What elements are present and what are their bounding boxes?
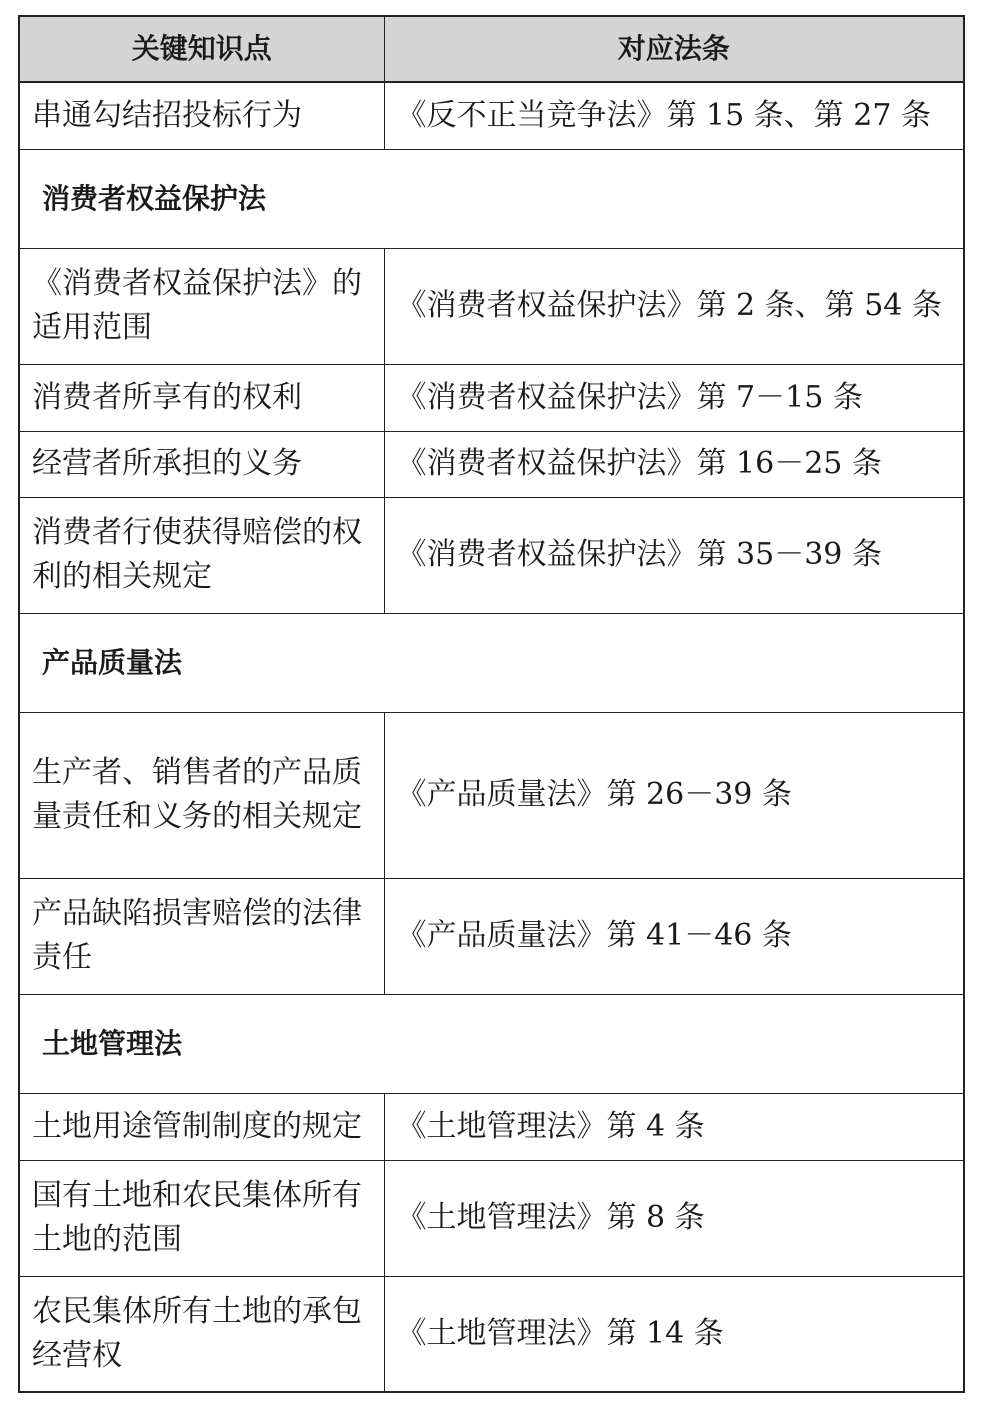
table-row [19, 1276, 964, 1392]
article-cell: 《土地管理法》第 14 条 [384, 1276, 964, 1392]
section-title: 产品质量法 [19, 613, 964, 712]
table-row [19, 1093, 964, 1160]
key-point-cell: 《消费者权益保护法》的适用范围 [19, 248, 384, 364]
section-title: 消费者权益保护法 [19, 149, 964, 248]
table-row [19, 248, 964, 364]
key-point-cell: 串通勾结招投标行为 [19, 82, 384, 149]
article-cell: 《产品质量法》第 41－46 条 [384, 878, 964, 994]
section-row [19, 994, 964, 1093]
table-row [19, 364, 964, 431]
table-row [19, 431, 964, 497]
key-point-cell: 产品缺陷损害赔偿的法律责任 [19, 878, 384, 994]
article-cell: 《消费者权益保护法》第 7－15 条 [384, 364, 964, 431]
key-point-cell: 经营者所承担的义务 [19, 431, 384, 497]
header-articles: 对应法条 [384, 16, 964, 82]
article-cell: 《消费者权益保护法》第 35－39 条 [384, 497, 964, 613]
table-row [19, 878, 964, 994]
table-row [19, 497, 964, 613]
header-key-points: 关键知识点 [19, 16, 384, 82]
table-row [19, 1160, 964, 1276]
section-title: 土地管理法 [19, 994, 964, 1093]
key-point-cell: 农民集体所有土地的承包经营权 [19, 1276, 384, 1392]
law-table [18, 15, 965, 1393]
key-point-cell: 国有土地和农民集体所有土地的范围 [19, 1160, 384, 1276]
article-cell: 《土地管理法》第 4 条 [384, 1093, 964, 1160]
key-point-cell: 土地用途管制制度的规定 [19, 1093, 384, 1160]
article-cell: 《产品质量法》第 26－39 条 [384, 712, 964, 878]
article-cell: 《消费者权益保护法》第 16－25 条 [384, 431, 964, 497]
section-row [19, 149, 964, 248]
table-row [19, 82, 964, 149]
key-point-cell: 生产者、销售者的产品质量责任和义务的相关规定 [19, 712, 384, 878]
section-row [19, 613, 964, 712]
article-cell: 《土地管理法》第 8 条 [384, 1160, 964, 1276]
table-row [19, 712, 964, 878]
article-cell: 《消费者权益保护法》第 2 条、第 54 条 [384, 248, 964, 364]
article-cell: 《反不正当竞争法》第 15 条、第 27 条 [384, 82, 964, 149]
key-point-cell: 消费者行使获得赔偿的权利的相关规定 [19, 497, 384, 613]
key-point-cell: 消费者所享有的权利 [19, 364, 384, 431]
table-header-row [19, 16, 964, 82]
